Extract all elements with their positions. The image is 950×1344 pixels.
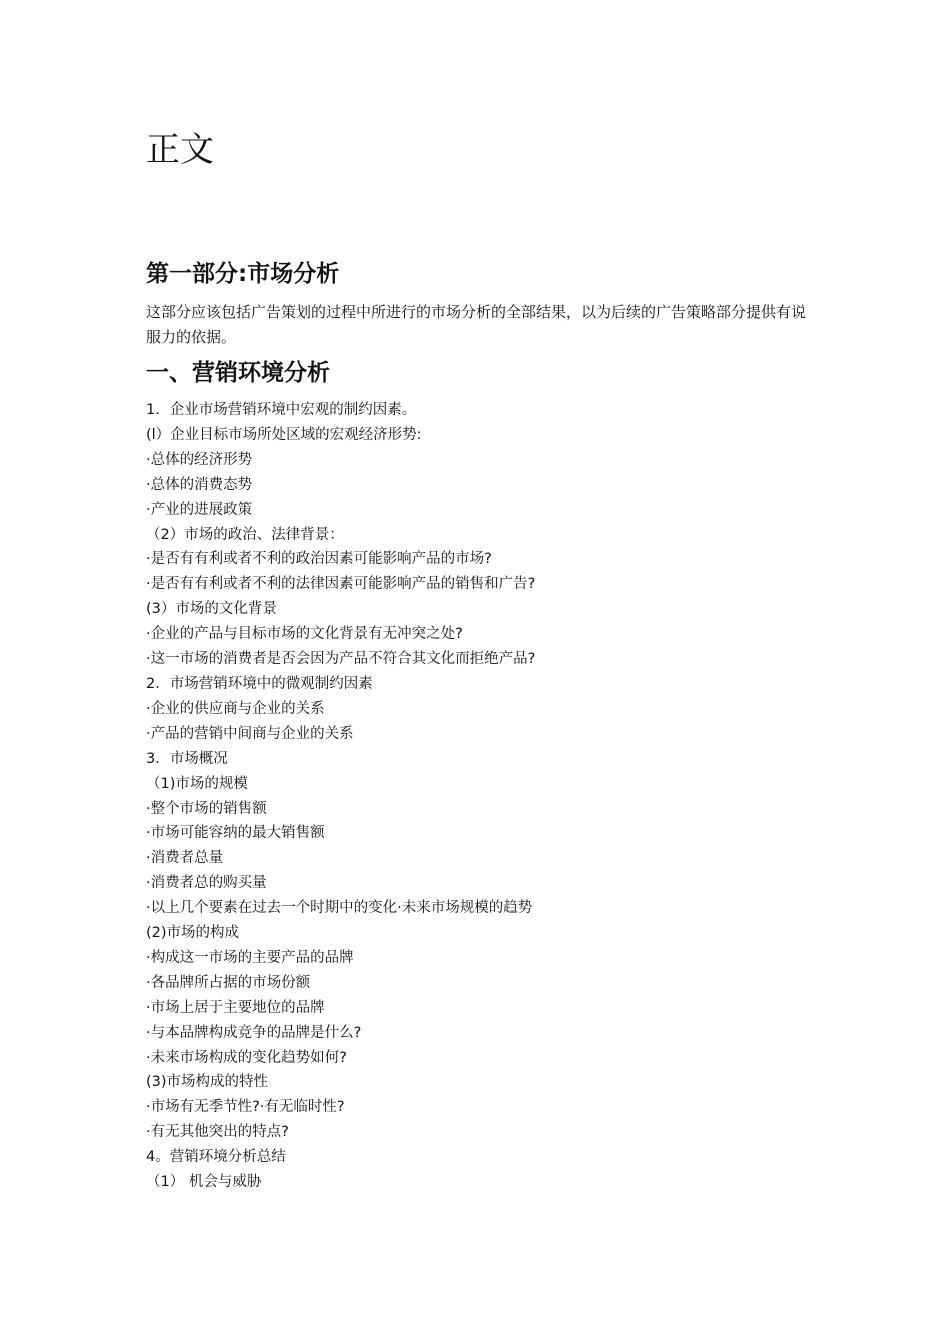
outline-line: ·消费者总的购买量 (146, 875, 267, 892)
page-title: 正文 (146, 130, 214, 170)
outline-line: ·是否有有利或者不利的政治因素可能影响产品的市场? (146, 551, 492, 568)
outline-line: （2）市场的政治、法律背景： (146, 526, 344, 543)
outline-line: ·有无其他突出的特点? (146, 1124, 289, 1141)
outline-line: ·这一市场的消费者是否会因为产品不符合其文化而拒绝产品? (146, 651, 536, 668)
outline-line: ·总体的经济形势 (146, 451, 253, 468)
outline-line: ·产业的进展政策 (146, 501, 253, 518)
outline-line: ·整个市场的销售额 (146, 800, 267, 817)
outline-line: 3．市场概况 (146, 750, 228, 767)
outline-line: ·市场上居于主要地位的品牌 (146, 999, 325, 1016)
outline-line: ·消费者总量 (146, 850, 224, 867)
outline-line: 4。营销环境分析总结 (146, 1149, 286, 1166)
outline-line: ·企业的供应商与企业的关系 (146, 700, 325, 717)
outline-line: ·以上几个要素在过去一个时期中的变化·未来市场规模的趋势 (146, 900, 533, 917)
outline-line: （1） 机会与威胁 (146, 1174, 262, 1191)
outline-line: ·是否有有利或者不利的法律因素可能影响产品的销售和广告? (146, 576, 536, 593)
outline-line: 2．市场营销环境中的微观制约因素 (146, 675, 373, 692)
outline-line: ·各品牌所占据的市场份额 (146, 974, 311, 991)
outline-line: ·与本品牌构成竞争的品牌是什么? (146, 1024, 362, 1041)
intro-paragraph: 这部分应该包括广告策划的过程中所进行的市场分析的全部结果，以为后续的广告策略部分提供有说服力的依据。 (146, 303, 807, 346)
outline-line: 1．企业市场营销环境中宏观的制约因素。 (146, 402, 417, 418)
section-heading: 第一部分:市场分析 (146, 261, 340, 287)
outline-line: ·未来市场构成的变化趋势如何? (146, 1049, 347, 1066)
outline-line: (l）企业目标市场所处区域的宏观经济形势: (146, 426, 422, 443)
outline-line: ·产品的营销中间商与企业的关系 (146, 725, 354, 742)
subheading: 一、营销环境分析 (146, 360, 330, 386)
outline-line: ·企业的产品与目标市场的文化背景有无冲突之处? (146, 626, 463, 643)
outline-line: (3)市场构成的特性 (146, 1074, 269, 1091)
outline-line: （1)市场的规模 (146, 775, 248, 792)
outline-line: (2)市场的构成 (146, 925, 240, 942)
outline-line: ·市场有无季节性?·有无临时性? (146, 1099, 345, 1116)
outline-line: ·构成这一市场的主要产品的品牌 (146, 949, 354, 966)
outline-line: ·总体的消费态势 (146, 476, 253, 493)
outline-line: (3）市场的文化背景 (146, 601, 277, 618)
outline-line: ·市场可能容纳的最大销售额 (146, 825, 325, 842)
outline-list (146, 398, 846, 1195)
